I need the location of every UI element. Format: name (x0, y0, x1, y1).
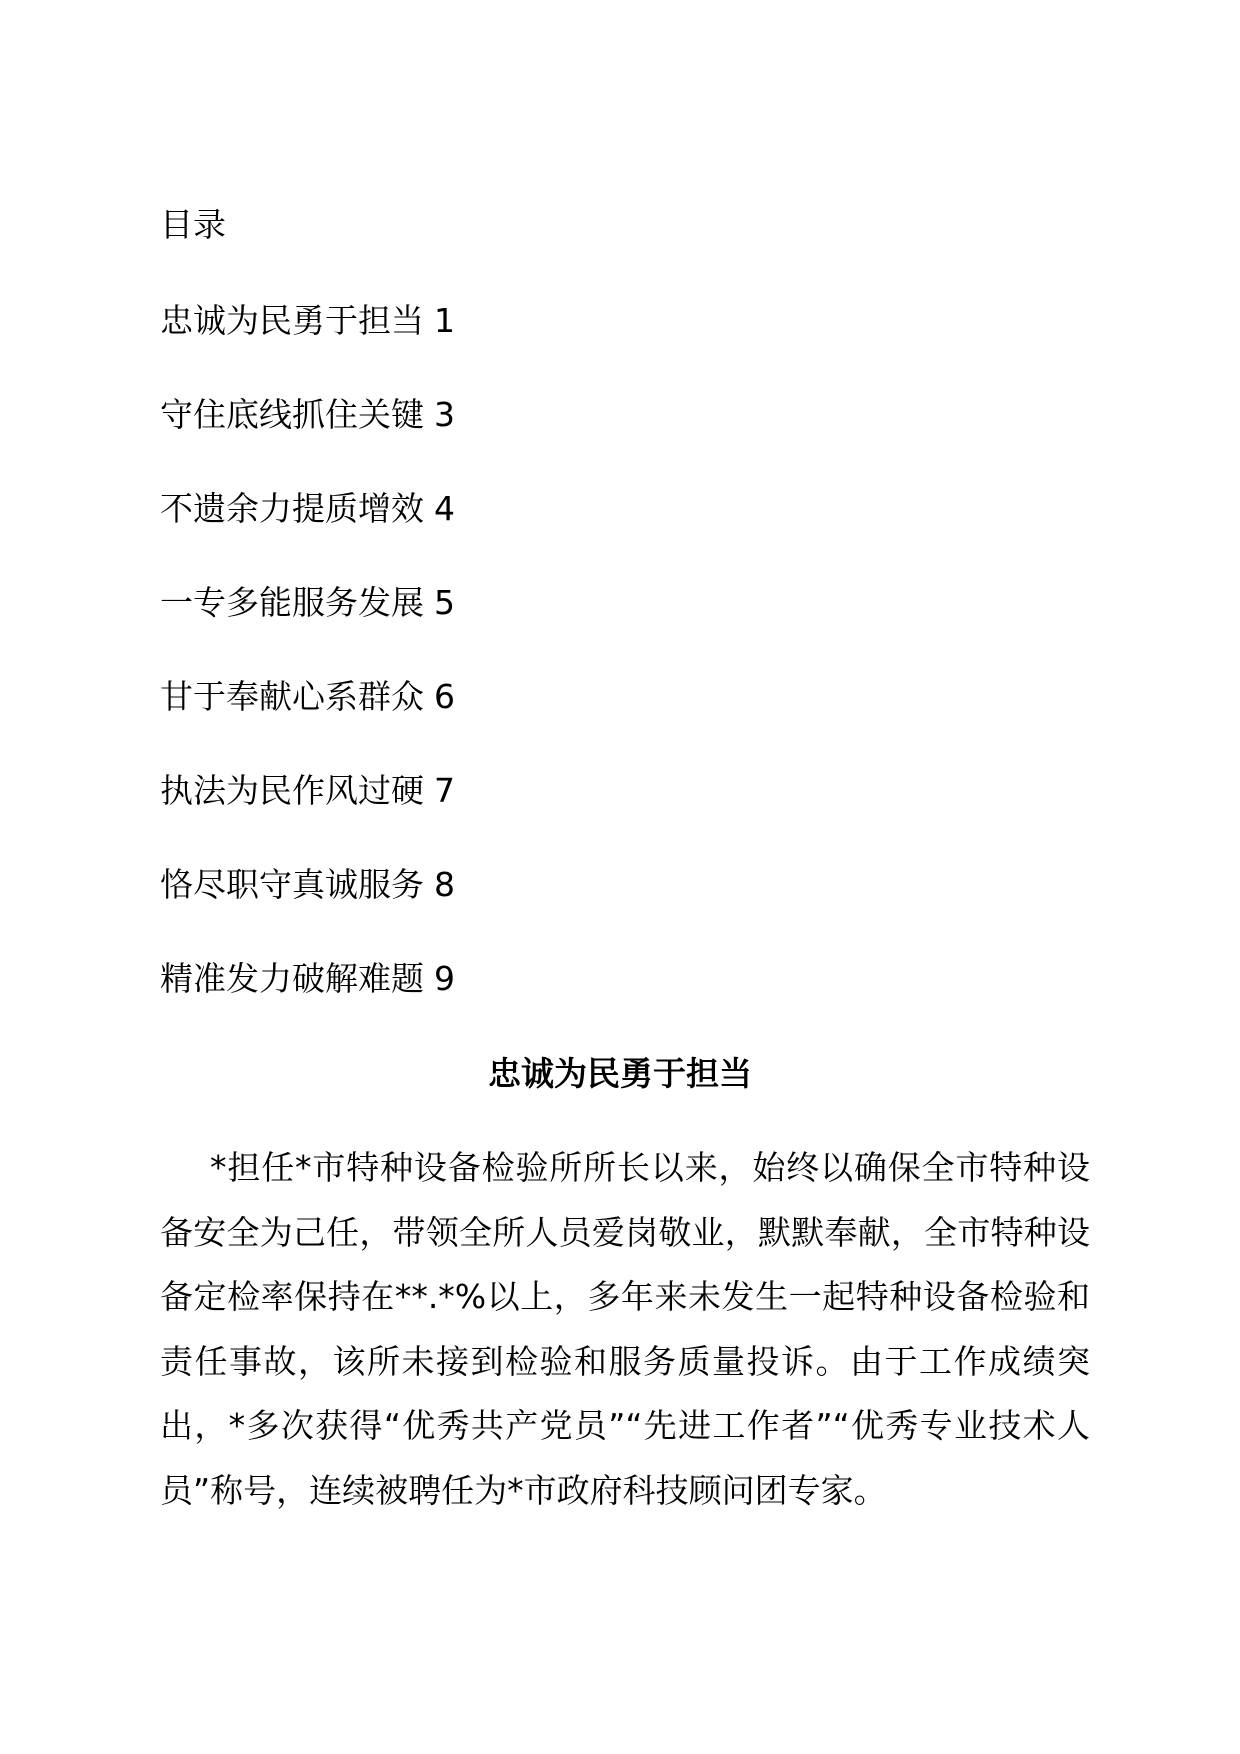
toc-entry-page: 6 (434, 677, 455, 716)
toc-entry[interactable] (160, 672, 455, 722)
toc-entry[interactable] (160, 484, 455, 534)
toc-entry[interactable] (160, 766, 455, 816)
toc-entry-title: 甘于奉献心系群众 (160, 677, 424, 716)
body-paragraph: *担任*市特种设备检验所所长以来，始终以确保全市特种设备安全为己任，带领全所人员爱岗敬业，默默奉献，全市特种设备定检率保持在**.*%以上，多年来未发生一起特种设备检验和责任事故，该所未接到检验和服务质量投诉。由于工作成绩突出，*多次获得“优秀共产党员”“先进工作者”“优秀专业技术人员”称号，连续被聘任为*市政府科技顾问团专家。 (160, 1148, 1090, 1510)
toc-entry-title: 精准发力破解难题 (160, 959, 424, 998)
table-of-contents (160, 296, 455, 1004)
toc-entry[interactable] (160, 954, 455, 1004)
toc-entry-title: 守住底线抓住关键 (160, 395, 424, 434)
toc-entry-page: 1 (434, 301, 455, 340)
toc-entry-page: 8 (434, 865, 455, 904)
toc-entry-title: 执法为民作风过硬 (160, 771, 424, 810)
toc-entry[interactable] (160, 390, 455, 440)
toc-entry[interactable] (160, 296, 455, 346)
toc-entry-title: 忠诚为民勇于担当 (160, 301, 424, 340)
toc-entry[interactable] (160, 860, 455, 910)
toc-entry-page: 7 (434, 771, 455, 810)
toc-entry-page: 9 (434, 959, 455, 998)
section-title: 忠诚为民勇于担当 (488, 1054, 752, 1093)
toc-entry[interactable] (160, 578, 455, 628)
toc-entry-title: 不遗余力提质增效 (160, 489, 424, 528)
toc-entry-page: 5 (434, 583, 455, 622)
toc-entry-title: 恪尽职守真诚服务 (160, 865, 424, 904)
toc-entry-title: 一专多能服务发展 (160, 583, 424, 622)
toc-heading: 目录 (160, 205, 226, 244)
toc-entry-page: 3 (434, 395, 455, 434)
toc-entry-page: 4 (434, 489, 455, 528)
